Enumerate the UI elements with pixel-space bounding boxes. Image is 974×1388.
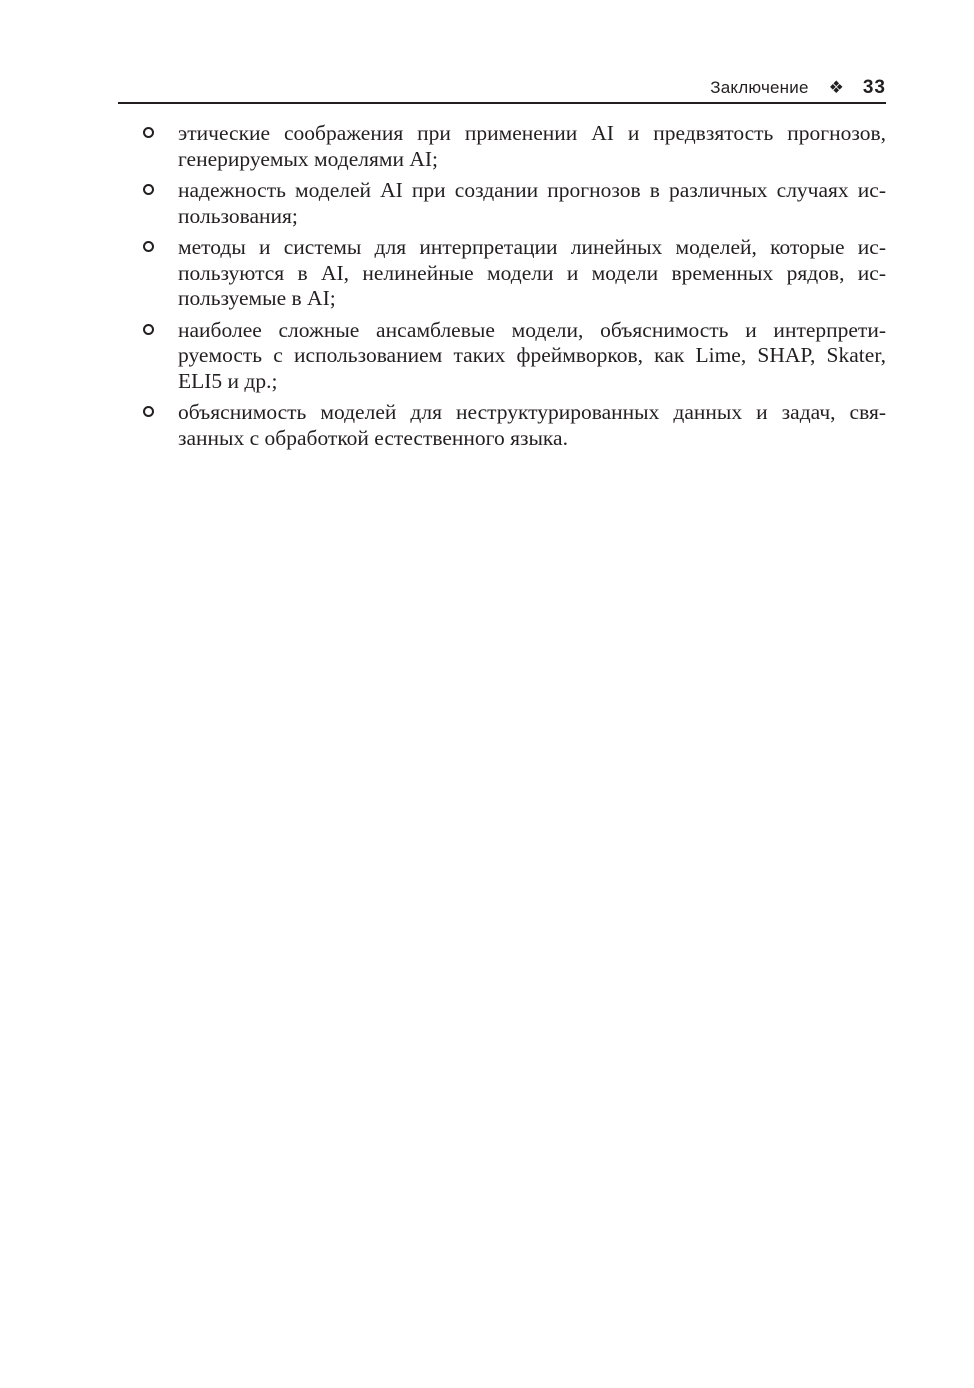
list-item-line: объяснимость моделей для неструктурированных данных и задач, свя- bbox=[178, 400, 886, 424]
bullet-list bbox=[138, 121, 886, 457]
list-item-line: занных с обработкой естественного языка. bbox=[178, 425, 568, 450]
list-item bbox=[138, 178, 886, 229]
running-header bbox=[118, 74, 886, 104]
circle-bullet-icon bbox=[143, 324, 154, 335]
list-item-line: генерируемых моделями AI; bbox=[178, 146, 439, 171]
list-item-line: ELI5 и др.; bbox=[178, 368, 278, 393]
list-item-line: пользуются в AI, нелинейные модели и модели временных рядов, ис- bbox=[178, 260, 886, 285]
circle-bullet-icon bbox=[143, 406, 154, 417]
page-number: 33 bbox=[862, 77, 886, 98]
list-item-line: надежность моделей AI при создании прогнозов в различных случаях ис- bbox=[178, 178, 886, 202]
list-item-line: руемость с использованием таких фреймворков, как Lime, SHAP, Skater, bbox=[178, 343, 886, 367]
list-item bbox=[138, 235, 886, 312]
circle-bullet-icon bbox=[143, 127, 154, 138]
circle-bullet-icon bbox=[143, 241, 154, 252]
fleuron-separator-icon: ❖ bbox=[828, 78, 844, 97]
list-item bbox=[138, 318, 886, 395]
circle-bullet-icon bbox=[143, 184, 154, 195]
list-item bbox=[138, 121, 886, 172]
list-item-line: наиболее сложные ансамблевые модели, объяснимость и интерпрети- bbox=[178, 317, 886, 342]
section-title: Заключение bbox=[710, 78, 809, 97]
list-item-line: этические соображения при применении AI и предвзятость прогнозов, bbox=[178, 121, 886, 145]
list-item-line: пользования; bbox=[178, 203, 298, 228]
list-item-line: методы и системы для интерпретации линейных моделей, которые ис- bbox=[178, 235, 886, 259]
list-item bbox=[138, 400, 886, 451]
list-item-line: пользуемые в AI; bbox=[178, 286, 336, 310]
